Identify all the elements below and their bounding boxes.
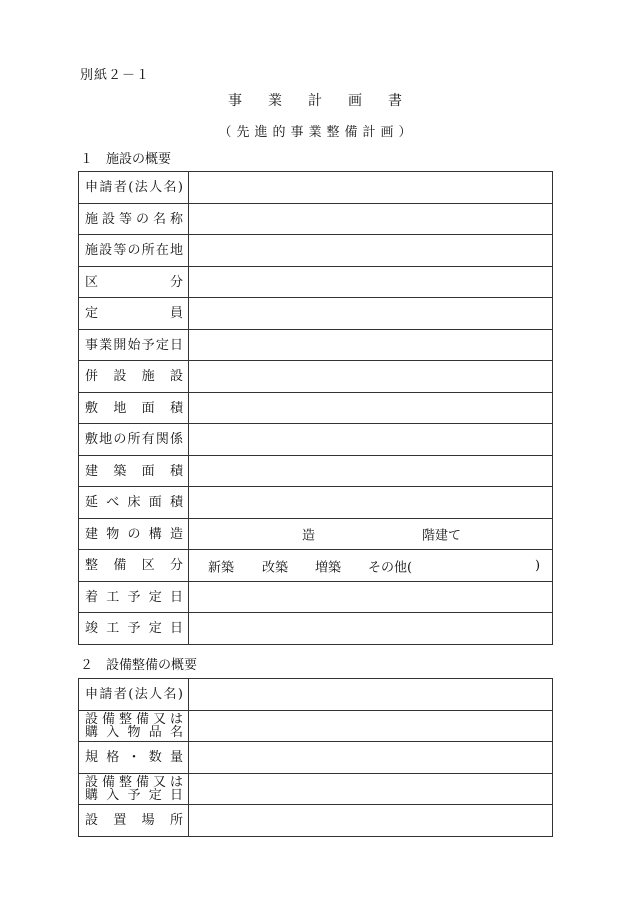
section1-heading-text: 施設の概要 — [106, 152, 172, 167]
table-row — [79, 361, 553, 393]
table-row — [79, 172, 553, 204]
option-rebuild[interactable]: 改築 — [262, 560, 289, 575]
spec-quantity-value-field[interactable] — [189, 742, 553, 774]
equipment-item-value-field[interactable] — [189, 711, 553, 742]
row-label-spec-quantity: 規格・数量 — [85, 750, 183, 765]
table-row — [79, 487, 553, 519]
table-row — [79, 204, 553, 235]
table-row — [79, 805, 553, 837]
row-label-purchase-date-line2: 購入予定日 — [85, 788, 183, 803]
section2-heading-text: 設備整備の概要 — [106, 658, 198, 673]
row-label-equipment-item-line2: 購入物品名 — [85, 725, 183, 740]
row-label-equipment-item-line1: 設備整備又は — [85, 712, 183, 727]
row-label-construction-start: 着工予定日 — [85, 589, 183, 605]
table-row — [79, 550, 553, 582]
row-label-applicant: 申請者(法人名) — [85, 180, 183, 195]
site-ownership-value-field[interactable] — [189, 424, 553, 456]
category-value-field[interactable] — [189, 267, 553, 298]
option-extension[interactable]: 増築 — [315, 560, 342, 575]
table-row — [79, 267, 553, 298]
row-label-install-location: 設置場所 — [85, 813, 183, 828]
install-location-value-field[interactable] — [189, 805, 553, 837]
row-label-construction-type: 整備区分 — [85, 558, 183, 573]
table-row — [79, 330, 553, 361]
row-label-building-structure: 建物の構造 — [85, 526, 183, 542]
row-label-annex-facility: 併設施設 — [85, 369, 183, 384]
row-label-category: 区分 — [85, 274, 183, 290]
row-label-site-ownership: 敷地の所有関係 — [85, 432, 183, 447]
option-other[interactable]: その他( — [368, 560, 413, 575]
table-row — [79, 613, 553, 645]
construction-start-value-field[interactable] — [189, 582, 553, 613]
table-row — [79, 519, 553, 550]
row-label-start-date: 事業開始予定日 — [85, 337, 183, 353]
site-area-value-field[interactable] — [189, 393, 553, 424]
table-row — [79, 742, 553, 774]
construction-type-value-field — [189, 550, 553, 582]
table-row — [79, 424, 553, 456]
option-new-build[interactable]: 新築 — [208, 560, 235, 575]
capacity-value-field[interactable] — [189, 298, 553, 330]
row-label-capacity: 定員 — [85, 306, 183, 321]
row-label-building-area: 建築面積 — [85, 463, 183, 479]
row-label-applicant-2: 申請者(法人名) — [85, 687, 183, 702]
option-other-close-paren: ) — [535, 558, 541, 573]
table-row — [79, 582, 553, 613]
purchase-date-value-field[interactable] — [189, 774, 553, 805]
row-label-facility-name: 施設等の名称 — [85, 211, 183, 227]
facility-overview-table — [78, 171, 553, 645]
floor-area-value-field[interactable] — [189, 487, 553, 519]
floors-suffix: 階建て — [422, 528, 462, 544]
table-row — [79, 456, 553, 487]
applicant-2-value-field[interactable] — [189, 679, 553, 711]
table-row — [79, 679, 553, 711]
completion-date-value-field[interactable] — [189, 613, 553, 645]
row-label-purchase-date-line1: 設備整備又は — [85, 775, 183, 790]
structure-type-suffix: 造 — [302, 528, 316, 544]
section1-number: １ — [80, 152, 94, 167]
start-date-value-field[interactable] — [189, 330, 553, 361]
facility-address-value-field[interactable] — [189, 235, 553, 267]
document-title: 事業計画書 — [228, 93, 428, 109]
row-label-site-area: 敷地面積 — [85, 400, 183, 416]
table-row — [79, 393, 553, 424]
section2-heading — [80, 654, 197, 673]
table-row — [79, 298, 553, 330]
facility-name-value-field[interactable] — [189, 204, 553, 235]
document-label: 別紙２－１ — [80, 68, 151, 83]
annex-facility-value-field[interactable] — [189, 361, 553, 393]
row-label-facility-address: 施設等の所在地 — [85, 243, 183, 258]
applicant-value-field[interactable] — [189, 172, 553, 204]
building-area-value-field[interactable] — [189, 456, 553, 487]
section2-number: ２ — [80, 658, 94, 673]
section1-heading — [80, 148, 171, 167]
building-structure-value-field[interactable] — [189, 519, 553, 550]
table-row — [79, 711, 553, 742]
table-row — [79, 774, 553, 805]
document-subtitle: （先進的事業整備計画） — [218, 125, 417, 140]
row-label-floor-area: 延べ床面積 — [85, 495, 183, 510]
row-label-completion-date: 竣工予定日 — [85, 621, 183, 636]
table-row — [79, 235, 553, 267]
equipment-overview-table — [78, 678, 553, 837]
